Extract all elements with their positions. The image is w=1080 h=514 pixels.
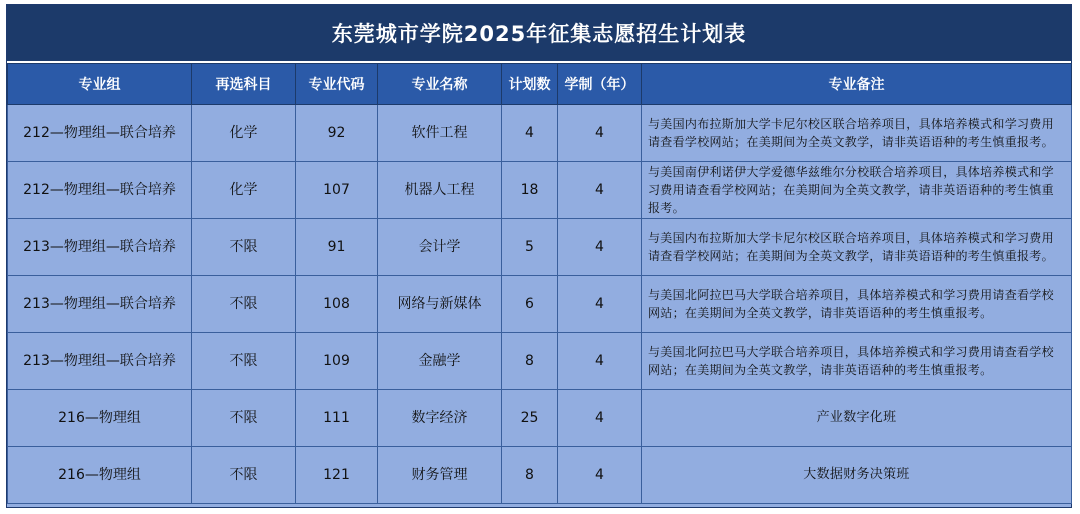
- table-row: [8, 219, 1072, 276]
- cell-years: 4: [558, 390, 642, 447]
- cell-group: 213—物理组—联合培养: [8, 333, 192, 390]
- cell-major: 机器人工程: [378, 162, 502, 219]
- cell-years: 4: [558, 219, 642, 276]
- cell-subject: 不限: [192, 447, 296, 504]
- cell-code: 121: [296, 447, 378, 504]
- cell-note: 与美国内布拉斯加大学卡尼尔校区联合培养项目，具体培养模式和学习费用请查看学校网站；在美期间为全英文教学，请非英语语种的考生慎重报考。: [642, 219, 1072, 276]
- cell-code: 92: [296, 105, 378, 162]
- cell-note: 与美国北阿拉巴马大学联合培养项目，具体培养模式和学习费用请查看学校网站；在美期间为全英文教学，请非英语语种的考生慎重报考。: [642, 333, 1072, 390]
- cell-note: 与美国南伊利诺伊大学爱德华兹维尔分校联合培养项目，具体培养模式和学习费用请查看学校网站；在美期间为全英文教学，请非英语语种的考生慎重报考。: [642, 162, 1072, 219]
- cell-years: 4: [558, 333, 642, 390]
- cell-group: 212—物理组—联合培养: [8, 105, 192, 162]
- cell-group: 212—物理组—联合培养: [8, 162, 192, 219]
- cell-subject: 化学: [192, 105, 296, 162]
- cell-major: 数字经济: [378, 390, 502, 447]
- cell-years: 4: [558, 276, 642, 333]
- cell-years: 4: [558, 162, 642, 219]
- cell-plan: 6: [502, 276, 558, 333]
- cell-group: 213—物理组—联合培养: [8, 276, 192, 333]
- cell-plan: 5: [502, 219, 558, 276]
- header-subject: 再选科目: [192, 64, 296, 105]
- table-row: [8, 390, 1072, 447]
- enrollment-plan-table: [7, 63, 1072, 504]
- header-major: 专业名称: [378, 64, 502, 105]
- cell-note: 与美国内布拉斯加大学卡尼尔校区联合培养项目，具体培养模式和学习费用请查看学校网站；在美期间为全英文教学，请非英语语种的考生慎重报考。: [642, 105, 1072, 162]
- cell-note: 大数据财务决策班: [642, 447, 1072, 504]
- cell-plan: 18: [502, 162, 558, 219]
- cell-group: 216—物理组: [8, 447, 192, 504]
- cell-years: 4: [558, 447, 642, 504]
- cell-code: 91: [296, 219, 378, 276]
- header-years: 学制（年）: [558, 64, 642, 105]
- table-title: 东莞城市学院2025年征集志愿招生计划表: [7, 5, 1071, 63]
- cell-group: 216—物理组: [8, 390, 192, 447]
- cell-code: 111: [296, 390, 378, 447]
- header-group: 专业组: [8, 64, 192, 105]
- cell-plan: 25: [502, 390, 558, 447]
- cell-plan: 8: [502, 333, 558, 390]
- cell-major: 软件工程: [378, 105, 502, 162]
- cell-code: 108: [296, 276, 378, 333]
- cell-major: 金融学: [378, 333, 502, 390]
- cell-subject: 不限: [192, 276, 296, 333]
- cell-subject: 不限: [192, 219, 296, 276]
- cell-group: 213—物理组—联合培养: [8, 219, 192, 276]
- enrollment-plan-table-frame: [6, 4, 1072, 508]
- table-row: [8, 333, 1072, 390]
- cell-note: 与美国北阿拉巴马大学联合培养项目，具体培养模式和学习费用请查看学校网站；在美期间为全英文教学，请非英语语种的考生慎重报考。: [642, 276, 1072, 333]
- cell-subject: 不限: [192, 333, 296, 390]
- cell-code: 109: [296, 333, 378, 390]
- table-header-row: [8, 64, 1072, 105]
- header-plan: 计划数: [502, 64, 558, 105]
- cell-subject: 不限: [192, 390, 296, 447]
- cell-major: 网络与新媒体: [378, 276, 502, 333]
- cell-years: 4: [558, 105, 642, 162]
- cell-major: 会计学: [378, 219, 502, 276]
- header-note: 专业备注: [642, 64, 1072, 105]
- cell-plan: 8: [502, 447, 558, 504]
- table-row: [8, 105, 1072, 162]
- table-row: [8, 162, 1072, 219]
- cell-note: 产业数字化班: [642, 390, 1072, 447]
- table-row: [8, 447, 1072, 504]
- table-row: [8, 276, 1072, 333]
- cell-major: 财务管理: [378, 447, 502, 504]
- header-code: 专业代码: [296, 64, 378, 105]
- cell-subject: 化学: [192, 162, 296, 219]
- cell-code: 107: [296, 162, 378, 219]
- cell-plan: 4: [502, 105, 558, 162]
